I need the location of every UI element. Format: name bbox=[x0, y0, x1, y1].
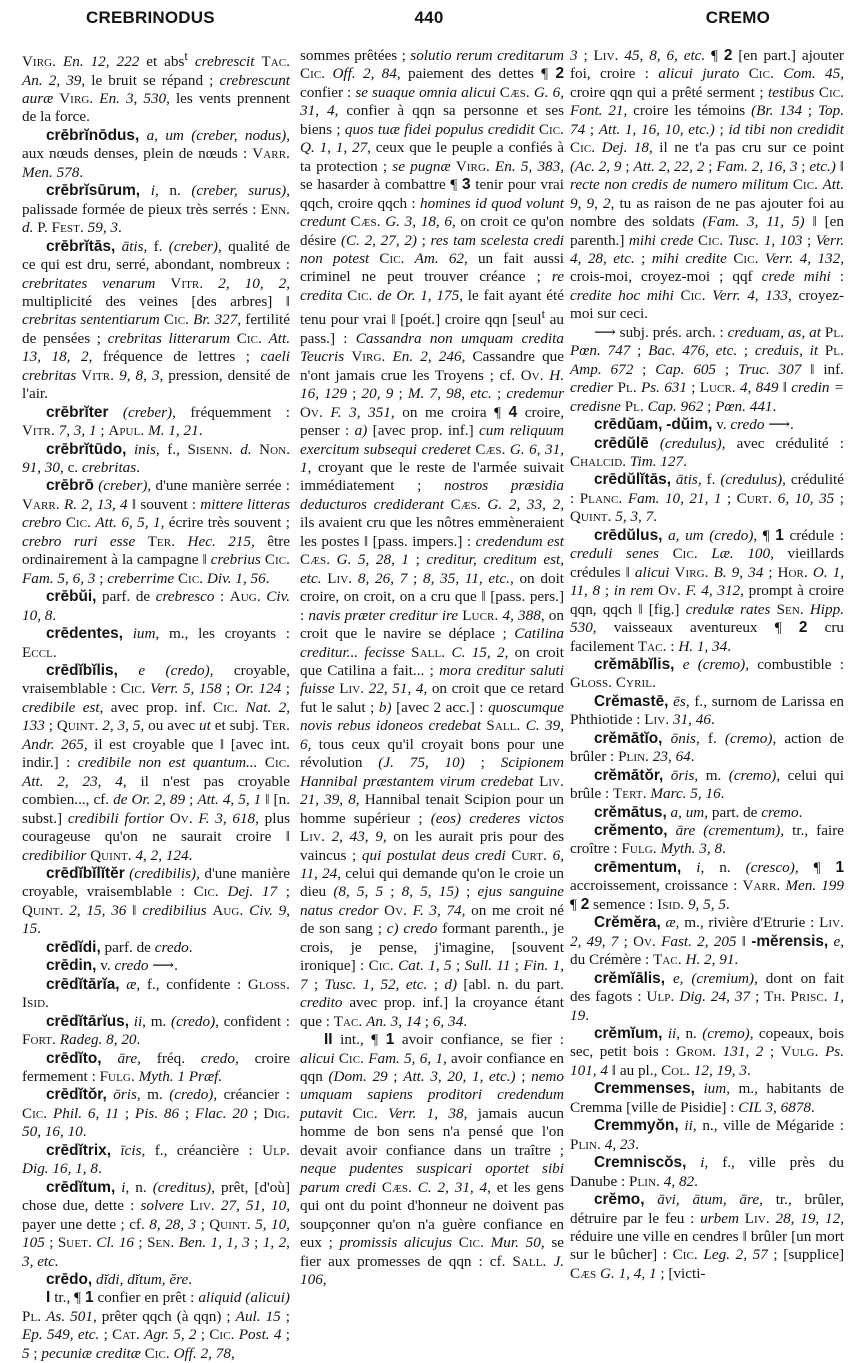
dictionary-entry: crĕmātŏr, ōris, m. (cremo), celui qui brûle : Tert. Marc. 5, 16. bbox=[570, 766, 844, 803]
header-last-headword: CREMO bbox=[705, 8, 770, 27]
column-right bbox=[570, 47, 844, 1347]
dictionary-entry: crēbrĭtās, ātis, f. (creber), qualité de ce qui est dru, serré, abondant, nombreux : crebritates venarum Vitr. 2, 10, 2, multiplicité des veines [des arbres] ‖ crebritas sententiarum Cic. Br. 327, fertilité de pensées ; crebritas litterarum Cic. Att. 13, 18, 2, fréquence de lettres ; caeli crebritas Vitr. 9, 8, 3, pression, densité de l'air. bbox=[22, 237, 291, 403]
dictionary-entry: ⟶ subj. prés. arch. : creduam, as, at Pl. Pœn. 747 ; Bac. 476, etc. ; creduis, it Pl. Amp. 672 ; Cap. 605 ; Truc. 307 ‖ inf. credier Pl. Ps. 631 ; Lucr. 4, 849 ‖ credin = credisne Pl. Cap. 962 ; Pœn. 441. bbox=[570, 323, 845, 415]
dictionary-entry: Cremmenses, ium, m., habitants de Cremma [ville de Pisidie] : CIL 3, 6878. bbox=[570, 1080, 845, 1116]
dictionary-entry: crēdĭtrix, īcis, f., créancière : Ulp. Dig. 16, 1, 8. bbox=[22, 1141, 290, 1178]
dictionary-entry: crēdo, dĭdi, dĭtum, ĕre. bbox=[46, 1270, 193, 1288]
dictionary-entry: crēdĭtum, i, n. (creditus), prêt, [d'où] chose due, dette : solvere Liv. 27, 51, 10, payer une dette ; cf. 8, 28, 3 ; Quint. 5, 10, 105 ; Suet. Cl. 16 ; Sen. Ben. 1, 1, 3 ; 1, 2, 3, etc. bbox=[22, 1178, 291, 1270]
dictionary-entry: crēdĭtārĭus, ii, m. (credo), confident : Fort. Radeg. 8, 20. bbox=[22, 1012, 290, 1049]
dictionary-entry: crēdĭtŏr, ōris, m. (credo), créancier : Cic. Phil. 6, 11 ; Pis. 86 ; Flac. 20 ; Dig. 50, 16, 10. bbox=[22, 1086, 290, 1141]
dictionary-entry: crĕmo, āvi, ātum, āre, tr., brûler, détruire par le feu : urbem Liv. 28, 19, 12, réduire une ville en cendres ‖ brûler [un mort sur le bûcher] : Cic. Leg. 2, 57 ; [supplice] Cæs G. 1, 4, 1 ; [victi- bbox=[570, 1191, 845, 1282]
header-first-headword: CREBRINODUS bbox=[86, 8, 215, 27]
dictionary-entry: crēbrĭnōdus, a, um (creber, nodus), aux nœuds denses, plein de nœuds : Varr. Men. 578. bbox=[22, 126, 290, 181]
dictionary-entry: crēbrĭtūdo, inis, f., Sisenn. d. Non. 91, 30, c. crebritas. bbox=[22, 440, 291, 477]
dictionary-entry: I tr., ¶ 1 confier en prêt : aliquid (alicui) Pl. As. 501, prêter qqch (à qqn) ; Aul. 15 ; Ep. 549, etc. ; Cat. Agr. 5, 2 ; Cic. Post. 4 ; 5 ; pecuniæ creditæ Cic. Off. 2, 78, bbox=[22, 1289, 291, 1362]
dictionary-entry: crĕmātĭo, ōnis, f. (cremo), action de brûler : Plin. 23, 64. bbox=[570, 729, 845, 766]
dictionary-entry: Cremniscŏs, i, f., ville près du Danube : Plin. 4, 82. bbox=[570, 1154, 844, 1190]
dictionary-entry: crĕmābĭlis, e (cremo), combustible : Gloss. Cyril. bbox=[570, 655, 844, 692]
dictionary-entry: Virg. En. 12, 222 et abs$^t$ crebrescit Tac. An. 2, 39, le bruit se répand ; crebrescunt auræ Virg. En. 3, 530, les vents prennent de la force. bbox=[22, 49, 291, 126]
dictionary-entry: crēdŭam, -dŭim, v. credo ⟶. bbox=[594, 416, 794, 434]
page-header bbox=[0, 8, 858, 34]
dictionary-entry: crēdĭto, āre, fréq. credo, croire fermement : Fulg. Myth. 1 Præf. bbox=[22, 1049, 291, 1085]
dictionary-entry: crēbrĭsūrum, i, n. (creber, surus), palissade formée de pieux très serrés : Enn. d. P. Fest. 59, 3. bbox=[22, 182, 291, 237]
dictionary-entry: crēbŭi, parf. de crebresco : Aug. Civ. 10, 8. bbox=[22, 588, 290, 624]
dictionary-entry: crēdŭlĭtās, ātis, f. (credulus), crédulité : Planc. Fam. 10, 21, 1 ; Curt. 6, 10, 35 ; Quint. 5, 3, 7. bbox=[570, 471, 844, 526]
dictionary-entry: crĕmĭum, ii, n. (cremo), copeaux, bois sec, petit bois : Grom. 131, 2 ; Vulg. Ps. 101, 4 ‖ au pl., Col. 12, 19, 3. bbox=[570, 1025, 845, 1079]
dictionary-entry: II int., ¶ 1 avoir confiance, se fier : alicui Cic. Fam. 5, 6, 1, avoir confiance en qqn (Dom. 29 ; Att. 3, 20, 1, etc.) ; nemo umquam sapiens proditori credendum putavit Cic. Verr. 1, 38, jamais aucun homme de bon sens n'a pensé que l'on devait avoir confiance dans un traître ; neque pudentes suspicari oportet sibi parum credi Cæs. C. 2, 31, 4, et les gens qui ont du point d'honneur ne doivent pas soupçonner qu'on n'a guère confiance en eux ; promissis alicujus Cic. Mur. 50, se fier aux promesses de qqn : cf. Sall. J. 106, bbox=[300, 1031, 565, 1288]
dictionary-entry: crēmentum, i, n. (cresco), ¶ 1 accroissement, croissance : Varr. Men. 199 ¶ 2 semence : Isid. 9, 5, 5. bbox=[570, 858, 845, 913]
dictionary-entry: crēdŭlus, a, um (credo), ¶ 1 crédule : creduli senes Cic. Læ. 100, vieillards crédules ‖ alicui Virg. B. 9, 34 ; Hor. O. 1, 11, 8 ; in rem Ov. F. 4, 312, prompt à croire qqn, qqch ‖ [fig.] credulæ rates Sen. Hipp. 530, vaisseaux aventureux ¶ 2 cru facilement Tac. : H. 1, 34. bbox=[570, 526, 845, 655]
page-number: 440 bbox=[414, 8, 444, 27]
dictionary-entry: crēdĭdi, parf. de credo. bbox=[46, 938, 193, 956]
dictionary-entry: crēbrō (creber), d'une manière serrée : Varr. R. 2, 13, 4 ‖ souvent : mittere litteras crebro Cic. Att. 6, 5, 1, écrire très souvent ; crebro ruri esse Ter. Hec. 215, être ordinairement à la campagne ‖ crebrius Cic. Fam. 5, 6, 3 ; creberrime Cic. Div. 1, 56. bbox=[22, 477, 291, 587]
dictionary-entry: crēdĭbĭlĭtĕr (credibilis), d'une manière croyable, vraisemblable : Cic. Dej. 17 ; Quint. 2, 15, 36 ‖ credibilius Aug. Civ. 9, 15. bbox=[22, 865, 291, 938]
dictionary-entry: crĕmātus, a, um, part. de cremo. bbox=[594, 803, 803, 821]
dictionary-entry: Cremmyŏn, ii, n., ville de Mégaride : Plin. 4, 23. bbox=[570, 1117, 845, 1153]
column-middle bbox=[300, 47, 564, 1347]
dictionary-entry: crēdin, v. credo ⟶. bbox=[46, 957, 178, 975]
dictionary-entry: crĕmĭālis, e, (cremium), dont on fait des fagots : Ulp. Dig. 24, 37 ; Th. Prisc. 1, 19. bbox=[570, 969, 845, 1024]
dictionary-entry: crēdĭtārĭa, æ, f., confidente : Gloss. Isid. bbox=[22, 975, 290, 1012]
column-left bbox=[22, 47, 291, 1362]
dictionary-entry: crēdŭlē (credulus), avec crédulité : Chalcid. Tim. 127. bbox=[570, 434, 844, 470]
dictionary-entry: crēdentes, ium, m., les croyants : Eccl. bbox=[22, 625, 291, 661]
dictionary-entry: crĕmento, āre (crementum), tr., faire croître : Fulg. Myth. 3, 8. bbox=[570, 822, 844, 858]
dictionary-entry: 3 ; Liv. 45, 8, 6, etc. ¶ 2 [en part.] ajouter foi, croire : alicui jurato Cic. Com. 45, croire qqn qui a prêté serment ; testibus Cic. Font. 21, croire les témoins (Br. 134 ; Top. 74 ; Att. 1, 16, 10, etc.) ; id tibi non credidit Cic. Dej. 18, il ne t'a pas cru sur ce point (Ac. 2, 9 ; Att. 2, 22, 2 ; Fam. 2, 16, 3 ; etc.) ‖ recte non credis de numero militum Cic. Att. 9, 9, 2, tu as raison de ne pas ajouter foi au nombre des soldats (Fam. 3, 11, 5) ‖ [en parenth.] mihi crede Cic. Tusc. 1, 103 ; Verr. 4, 28, etc. ; mihi credite Cic. Verr. 4, 132, crois-moi, croyez-moi ; qqf crede mihi : credite hoc mihi Cic. Verr. 4, 133, croyez-moi sur ceci. bbox=[570, 47, 845, 323]
dictionary-entry: crēdĭbĭlis, e (credo), croyable, vraisemblable : Cic. Verr. 5, 158 ; Or. 124 ; credibile est, avec prop. inf. Cic. Nat. 2, 133 ; Quint. 2, 3, 5, ou avec ut et subj. Ter. Andr. 265, il est croyable que ‖ [avec int. indir.] : credibile non est quantum... Cic. Att. 2, 23, 4, il n'est pas croyable combien..., cf. de Or. 2, 89 ; Att. 4, 5, 1 ‖ [n. subst.] credibili fortior Ov. F. 3, 618, plus courageuse qu'on ne saurait croire ‖ credibilior Quint. 4, 2, 124. bbox=[22, 662, 291, 864]
dictionary-entry: Crĕmĕra, æ, m., rivière d'Etrurie : Liv. 2, 49, 7 ; Ov. Fast. 2, 205 ‖ -mĕrensis, e, du Crémère : Tac. H. 2, 91. bbox=[570, 914, 844, 969]
dictionary-entry: sommes prêtées ; solutio rerum creditarum Cic. Off. 2, 84, paiement des dettes ¶ 2 confier : se suaque omnia alicui Cæs. G. 6, 31, 4, confier à qqn sa personne et ses biens ; quos tuæ fidei populus credidit Cic. Q. 1, 1, 27, ceux que le peuple a confiés à ta protection ; se pugnæ Virg. En. 5, 383, se hasarder à combattre ¶ 3 tenir pour vrai qqch, croire qqch : homines id quod volunt credunt Cæs. G. 3, 18, 6, on croit ce qu'on désire (C. 2, 27, 2) ; res tam scelesta credi non potest Cic. Am. 62, un fait aussi criminel ne peut trouver créance ; re credita Cic. de Or. 1, 175, le fait ayant été tenu pour vrai ‖ [poét.] croire qqn [seul$^t$ au pass.] : Cassandra non umquam credita Teucris Virg. En. 2, 246, Cassandre que n'ont jamais crue les Troyens ; cf. Ov. H. 16, 129 ; 20, 9 ; M. 7, 98, etc. ; credemur Ov. F. 3, 351, on me croira ¶ 4 croire, penser : a) [avec prop. inf.] cum reliquum exercitum subsequi crederet Cæs. G. 6, 31, 1, croyant que le reste de l'armée suivait immédiatement ; nostros præsidia deducturos crediderant Cæs. G. 2, 33, 2, ils avaient cru que les nôtres emmèneraient les postes ‖ [pass. impers.] : credendum est Cæs. G. 5, 28, 1 ; creditur, creditum est, etc. Liv. 8, 26, 7 ; 8, 35, 11, etc., on doit croire, on croit, on a cru que ‖ [pass. pers.] : navis præter creditur ire Lucr. 4, 388, on croit que le navire se déplace ; Catilina creditur... fecisse Sall. C. 15, 2, on croit que Catilina a fait... ; mora creditur saluti fuisse Liv. 22, 51, 4, on croit que ce retard fut le salut ; b) [avec 2 acc.] : quoscumque novis rebus idoneos credebat Sall. C. 39, 6, tous ceux qu'il croyait bons pour une révolution (J. 75, 10) ; Scipionem Hannibal præstantem virum credebat Liv. 21, 39, 8, Hannibal tenait Scipion pour un homme supérieur ; (eos) crederes victos Liv. 2, 43, 9, on les aurait pris pour des vaincus ; qui postulat deus credi Curt. 6, 11, 24, celui qui demande qu'on le croie un dieu (8, 5, 5 ; 8, 5, 15) ; ejus sanguine natus credor Ov. F. 3, 74, on me croit né de son sang ; c) credo formant parenth., je crois, je pense, j'imagine, [souvent ironique] : Cic. Cat. 1, 5 ; Sull. 11 ; Fin. 1, 7 ; Tusc. 1, 52, etc. ; d) [abl. n. du part. credito avec prop. inf.] la croyance étant que : Tac. An. 3, 14 ; 6, 34. bbox=[300, 47, 565, 1030]
dictionary-entry: crēbrĭter (creber), fréquemment : Vitr. 7, 3, 1 ; Apul. M. 1, 21. bbox=[22, 403, 290, 440]
dictionary-entry: Crĕmastē, ēs, f., surnom de Larissa en Phthiotide : Liv. 31, 46. bbox=[570, 692, 844, 729]
